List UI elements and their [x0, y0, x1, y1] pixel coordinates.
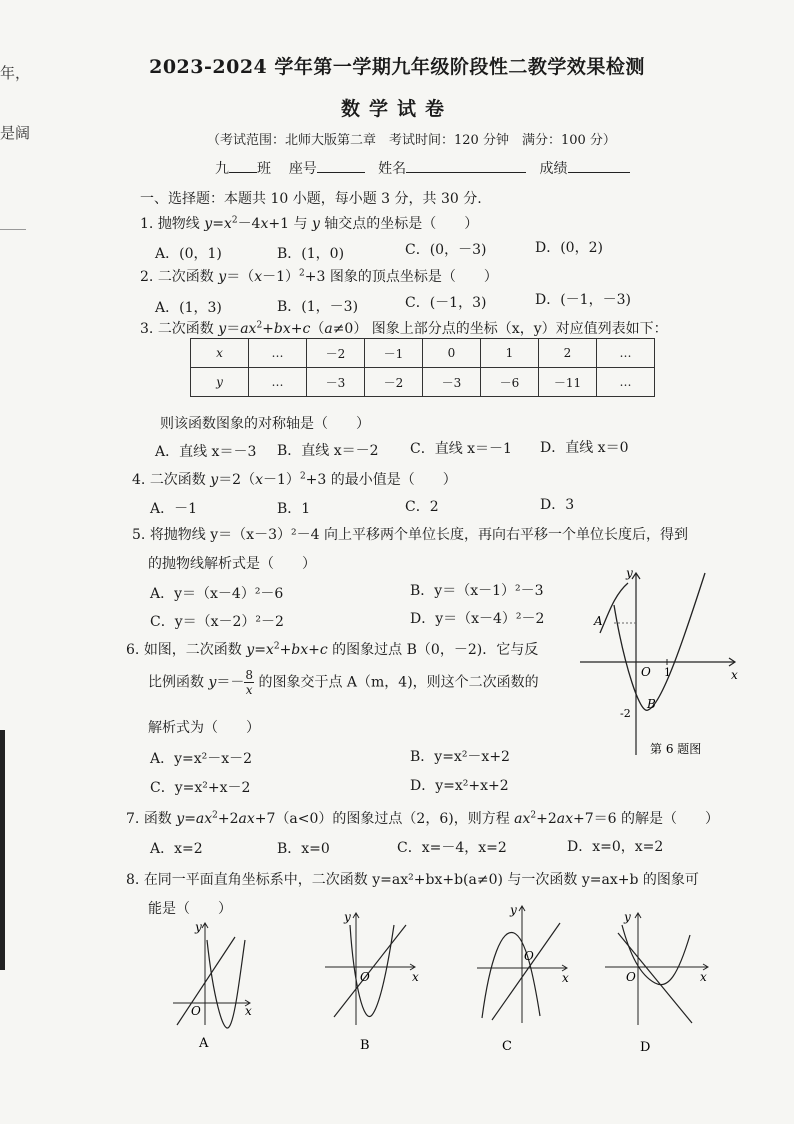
name-label: 姓名	[378, 161, 407, 177]
graph-a-origin: O	[191, 1004, 201, 1018]
table-cell: 1	[481, 339, 539, 368]
graph-c-parabola	[482, 932, 540, 1018]
q8-graph-c[interactable]	[472, 898, 582, 1058]
margin-fragment-1: 年，	[0, 64, 31, 82]
class-prefix: 九	[215, 161, 229, 177]
q6-text-line3: 解析式为（ ）	[148, 720, 260, 736]
q6-line2-post: 的图象交于点 A（m，4)，则这个二次函数的	[254, 674, 539, 691]
q2-option-d[interactable]: D．(－1，－3)	[535, 292, 631, 308]
q3-option-c[interactable]: C．直线 x＝－1	[410, 441, 512, 457]
graph-d-origin: O	[626, 970, 636, 984]
q2-text: 二次函数	[157, 269, 219, 285]
graph-a-y-label: y	[195, 920, 202, 934]
q5-option-a[interactable]: A．y＝（x－4）²－6	[150, 586, 284, 602]
q2-number: 2.	[140, 269, 154, 285]
exam-info: （考试范围：北师大版第二章 考试时间：120 分钟 满分：100 分）	[207, 133, 616, 148]
question-3: 3. 二次函数 $y=ax^2+bx+c(a\ne 0)$ 图象上部分点的坐标（x，y）对应值列表如下：	[140, 320, 668, 337]
q3-option-b[interactable]: B．直线 x＝－2	[277, 443, 379, 459]
q8-graph-a[interactable]	[165, 915, 265, 1055]
q6-label-m2: -2	[620, 707, 631, 720]
q3-text: 二次函数	[157, 321, 219, 337]
q2-text-post: 图象的顶点坐标是（ ）	[329, 269, 498, 285]
q1-text-post: 轴交点的坐标是（ ）	[319, 216, 479, 232]
q4-option-d[interactable]: D．3	[540, 497, 575, 513]
question-7: 7. 函数 $y=ax^2+2ax+7(a<0)$的图象过点（2，6)，则方程 $ax^2+2ax+7=6$ 的解是（ ）	[126, 810, 720, 827]
q2-option-c[interactable]: C．(－1，3)	[405, 295, 487, 311]
q1-text: 抛物线	[157, 216, 205, 232]
q7-text-post: ＝6 的解是（ ）	[593, 811, 720, 827]
q5-option-b[interactable]: B．y＝（x－1）²－3	[410, 583, 544, 599]
graph-c-y-label: y	[510, 903, 517, 917]
table-row-y	[191, 368, 655, 397]
frac-numerator: 8	[245, 668, 254, 682]
q4-text: 二次函数	[149, 472, 211, 488]
question-1: 1. 抛物线 $y=x^2-4x+1$ 与 y 轴交点的坐标是（ ）	[140, 215, 479, 232]
table-cell: 0	[423, 339, 481, 368]
q3-text-post: 图象上部分点的坐标（x，y）对应值列表如下：	[367, 321, 668, 337]
table-cell: …	[249, 368, 307, 397]
graph-b-label: B	[360, 1038, 370, 1053]
q1-option-b[interactable]: B．(1，0)	[277, 246, 345, 262]
q3-option-a[interactable]: A．直线 x＝－3	[155, 444, 257, 460]
q6-number: 6.	[126, 642, 140, 658]
score-label: 成绩	[539, 161, 568, 177]
table-cell: －1	[365, 339, 423, 368]
q6-axis-x-label: x	[731, 668, 738, 682]
margin-fragment-2: 是阔	[0, 124, 31, 142]
q8-graph-b[interactable]	[320, 905, 430, 1055]
table-cell: 2	[539, 339, 597, 368]
q6-fraction	[244, 668, 254, 697]
q6-label-B: B	[647, 697, 656, 711]
frac-denominator: x	[245, 683, 253, 697]
graph-a-line	[177, 937, 235, 1025]
q5-text-line2: 的抛物线解析式是（ ）	[148, 556, 316, 572]
question-4: 4. 二次函数 $y=2(x-1)^2+3$ 的最小值是（ ）	[132, 471, 457, 488]
graph-d-y-label: y	[624, 910, 631, 924]
q3-number: 3.	[140, 321, 154, 337]
q7-text: 函数	[143, 811, 177, 827]
q7-option-a[interactable]: A．x=2	[150, 841, 203, 857]
q3-followup: 则该函数图象的对称轴是（ ）	[160, 416, 370, 432]
table-header-y: y	[191, 368, 249, 397]
graph-c-x-label: x	[562, 971, 569, 985]
q1-option-a[interactable]: A．(0，1)	[155, 246, 222, 262]
q6-label-1: 1	[664, 666, 671, 679]
graph-a-x-label: x	[245, 1004, 252, 1018]
table-row-x	[191, 339, 655, 368]
table-cell: …	[597, 339, 655, 368]
q2-option-b[interactable]: B．(1，－3)	[277, 299, 359, 315]
q6-option-c[interactable]: C．y=x²+x－2	[150, 780, 251, 796]
graph-d-label: D	[640, 1040, 651, 1055]
graph-a-label: A	[199, 1036, 209, 1051]
question-8	[126, 869, 699, 889]
q7-option-b[interactable]: B．x=0	[277, 841, 330, 857]
graph-d-x-label: x	[700, 970, 707, 984]
q6-text-post: 的图象过点 B（0，－2)．它与反	[327, 642, 539, 658]
q6-caption: 第 6 题图	[650, 742, 702, 756]
table-cell: －3	[307, 368, 365, 397]
q5-text: 将抛物线 y＝（x－3）²－4 向上平移两个单位长度，再向右平移一个单位长度后，得到	[149, 527, 688, 543]
q6-option-d[interactable]: D．y=x²+x+2	[410, 778, 509, 794]
q4-option-c[interactable]: C．2	[405, 499, 439, 515]
q2-option-a[interactable]: A．(1，3)	[155, 300, 222, 316]
q1-text-mid: 与	[289, 216, 312, 232]
q5-option-d[interactable]: D．y＝（x－4）²－2	[410, 611, 545, 627]
q6-line2-pre: 比例函数	[148, 674, 209, 691]
q4-option-b[interactable]: B．1	[277, 501, 311, 517]
q3-option-d[interactable]: D．直线 x＝0	[540, 440, 629, 456]
seat-label: 座号	[288, 161, 317, 177]
exam-subtitle: 数学试卷	[340, 98, 453, 120]
graph-c-label: C	[502, 1039, 512, 1054]
q6-text-line2: 比例函数 y＝－ $\frac{8}{x}$ 的图象交于点 A（m，4)，则这个二次函数的	[148, 668, 539, 697]
q8-text-line2: 能是（ ）	[148, 901, 232, 917]
question-6: 6. 如图，二次函数 $y=x^2+bx+c$ 的图象过点 B（0，－2)．它与反	[126, 641, 539, 658]
graph-b-x-label: x	[412, 970, 419, 984]
name-blank[interactable]	[406, 172, 526, 173]
table-cell: －11	[539, 368, 597, 397]
class-label: 班	[257, 161, 271, 177]
graph-b-line	[334, 925, 406, 1017]
q4-text-post: 的最小值是（ ）	[330, 472, 457, 488]
table-cell: －2	[307, 339, 365, 368]
graph-b-y-label: y	[344, 910, 351, 924]
graph-b-origin: O	[360, 970, 370, 984]
margin-line	[0, 229, 26, 230]
binding-shadow	[0, 730, 5, 970]
q6-figure	[580, 565, 750, 765]
q1-number: 1.	[140, 216, 154, 232]
q6-option-b[interactable]: B．y=x²－x+2	[410, 749, 510, 765]
q7-option-c[interactable]: C．x=－4，x=2	[397, 840, 507, 856]
q5-number: 5.	[132, 527, 146, 543]
table-cell: －3	[423, 368, 481, 397]
q7-number: 7.	[126, 811, 140, 827]
graph-b-parabola	[350, 925, 394, 1017]
table-cell: －2	[365, 368, 423, 397]
q4-option-a[interactable]: A．－1	[150, 501, 198, 517]
table-cell: －6	[481, 368, 539, 397]
table-header-x: x	[191, 339, 249, 368]
graph-c-origin: O	[524, 949, 534, 963]
q8-text: 在同一平面直角坐标系中，二次函数 y=ax²+bx+b(a≠0) 与一次函数 y=ax+b 的图象可	[143, 872, 699, 888]
seat-blank[interactable]	[317, 172, 365, 173]
q7-option-d[interactable]: D．x=0，x=2	[567, 839, 664, 855]
class-blank[interactable]	[229, 172, 257, 173]
question-2: 2. 二次函数 $y=(x-1)^2+3$ 图象的顶点坐标是（ ）	[140, 268, 498, 285]
graph-a-parabola	[207, 940, 245, 1028]
graph-c-line	[492, 923, 560, 1020]
student-info-row	[215, 158, 630, 178]
table-cell: …	[597, 368, 655, 397]
q8-graph-d[interactable]	[600, 905, 720, 1060]
q6-text: 如图，二次函数	[143, 642, 247, 658]
q6-label-A: A	[594, 614, 603, 628]
section-heading: 一、选择题：本题共 10 小题，每小题 3 分，共 30 分.	[140, 191, 482, 207]
exam-title: 2023-2024 学年第一学期九年级阶段性二教学效果检测	[149, 56, 645, 78]
q6-parabola	[614, 573, 705, 710]
table-cell: …	[249, 339, 307, 368]
q1-option-c[interactable]: C．(0，－3)	[405, 242, 487, 258]
q4-number: 4.	[132, 472, 146, 488]
q5-option-c[interactable]: C．y＝（x－2）²－2	[150, 614, 284, 630]
score-blank[interactable]	[568, 172, 630, 173]
q6-axis-y-label: y	[626, 566, 633, 580]
question-5	[132, 524, 688, 544]
q7-text-mid: （a<0）的图象过点（2，6)，则方程	[275, 811, 515, 827]
q6-option-a[interactable]: A．y=x²－x－2	[150, 751, 253, 767]
q6-label-O: O	[641, 665, 651, 679]
value-table	[190, 338, 655, 397]
q8-number: 8.	[126, 872, 140, 888]
q1-var: y	[311, 216, 320, 232]
q1-option-d[interactable]: D．(0，2)	[535, 240, 603, 256]
